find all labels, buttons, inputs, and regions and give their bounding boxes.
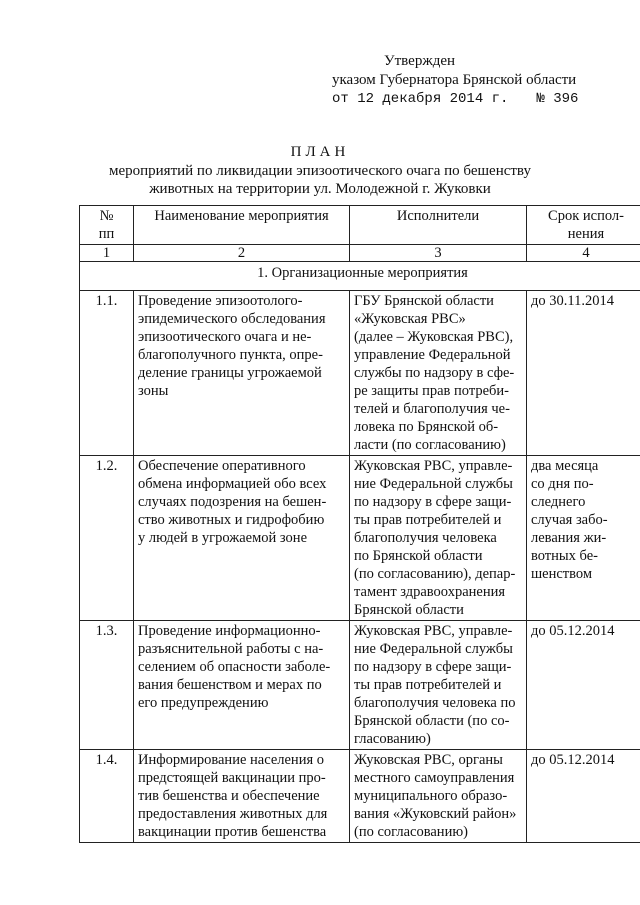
header-name: Наименование мероприятия — [134, 206, 350, 245]
row-name: Информирование населения о предстоящей вакцинации про- тив бешенства и обеспечение предоставления животных для вакцинации против бешенства — [134, 750, 350, 843]
title-line-2: животных на территории ул. Молодежной г. Жуковки — [149, 181, 491, 197]
approval-line-1: Утвержден — [384, 53, 456, 69]
row-number: 1.3. — [80, 621, 134, 750]
row-name: Проведение эпизоотолого- эпидемического обследования эпизоотического очага и не- благополучного пункта, опре- деление границы угрожаемой зоны — [134, 291, 350, 456]
row-name: Обеспечение оперативного обмена информацией обо всех случаях подозрения на бешен- ство животных и гидрофобию у людей в угрожаемой зоне — [134, 456, 350, 621]
table-row — [80, 291, 640, 456]
approval-block — [332, 52, 622, 109]
table-header-row — [80, 206, 640, 245]
table-row — [80, 456, 640, 621]
column-number: 3 — [350, 245, 527, 262]
approval-line-3 — [332, 90, 622, 109]
row-number: 1.4. — [80, 750, 134, 843]
row-deadline: до 05.12.2014 — [527, 621, 640, 750]
row-executors: ГБУ Брянской области «Жуковская РВС» (далее – Жуковская РВС), управление Федеральной службы по надзору в сфе- ре защиты прав потреби- телей и благополучия че- ловека по Брянской об- ласти (по согласованию) — [350, 291, 527, 456]
row-executors: Жуковская РВС, органы местного самоуправления муниципального образо- вания «Жуковский район» (по согласованию) — [350, 750, 527, 843]
column-number-row — [80, 245, 640, 262]
table-row — [80, 750, 640, 843]
title-line-1: мероприятий по ликвидации эпизоотического очага по бешенству — [108, 163, 532, 179]
row-number: 1.2. — [80, 456, 134, 621]
title-heading: ПЛАН — [290, 144, 350, 160]
approval-number: № 396 — [536, 91, 579, 107]
approval-line-2: указом Губернатора Брянской области — [332, 72, 577, 88]
document-title — [0, 143, 640, 198]
column-number: 1 — [80, 245, 134, 262]
row-executors: Жуковская РВС, управле- ние Федеральной службы по надзору в сфере защи- ты прав потребителей и благополучия человека по Брянской области (по со- гласованию) — [350, 621, 527, 750]
plan-table — [79, 205, 640, 843]
section-row — [80, 262, 640, 291]
section-title: 1. Организационные мероприятия — [80, 262, 640, 291]
column-number: 2 — [134, 245, 350, 262]
table-row — [80, 621, 640, 750]
column-number: 4 — [527, 245, 640, 262]
row-deadline: два месяца со дня по- следнего случая забо- левания жи- вотных бе- шенством — [527, 456, 640, 621]
row-name: Проведение информационно- разъяснительной работы с на- селением об опасности заболе- вания бешенством и мерах по его предупреждению — [134, 621, 350, 750]
row-executors: Жуковская РВС, управле- ние Федеральной службы по надзору в сфере защи- ты прав потребителей и благополучия человека по Брянской области (по согласованию), депар- тамент здравоохранения Брянской области — [350, 456, 527, 621]
header-executors: Исполнители — [350, 206, 527, 245]
header-number: № пп — [80, 206, 134, 245]
header-deadline: Срок испол- нения — [527, 206, 640, 245]
approval-date: от 12 декабря 2014 г. — [332, 91, 509, 107]
row-deadline: до 30.11.2014 — [527, 291, 640, 456]
row-number: 1.1. — [80, 291, 134, 456]
row-deadline: до 05.12.2014 — [527, 750, 640, 843]
